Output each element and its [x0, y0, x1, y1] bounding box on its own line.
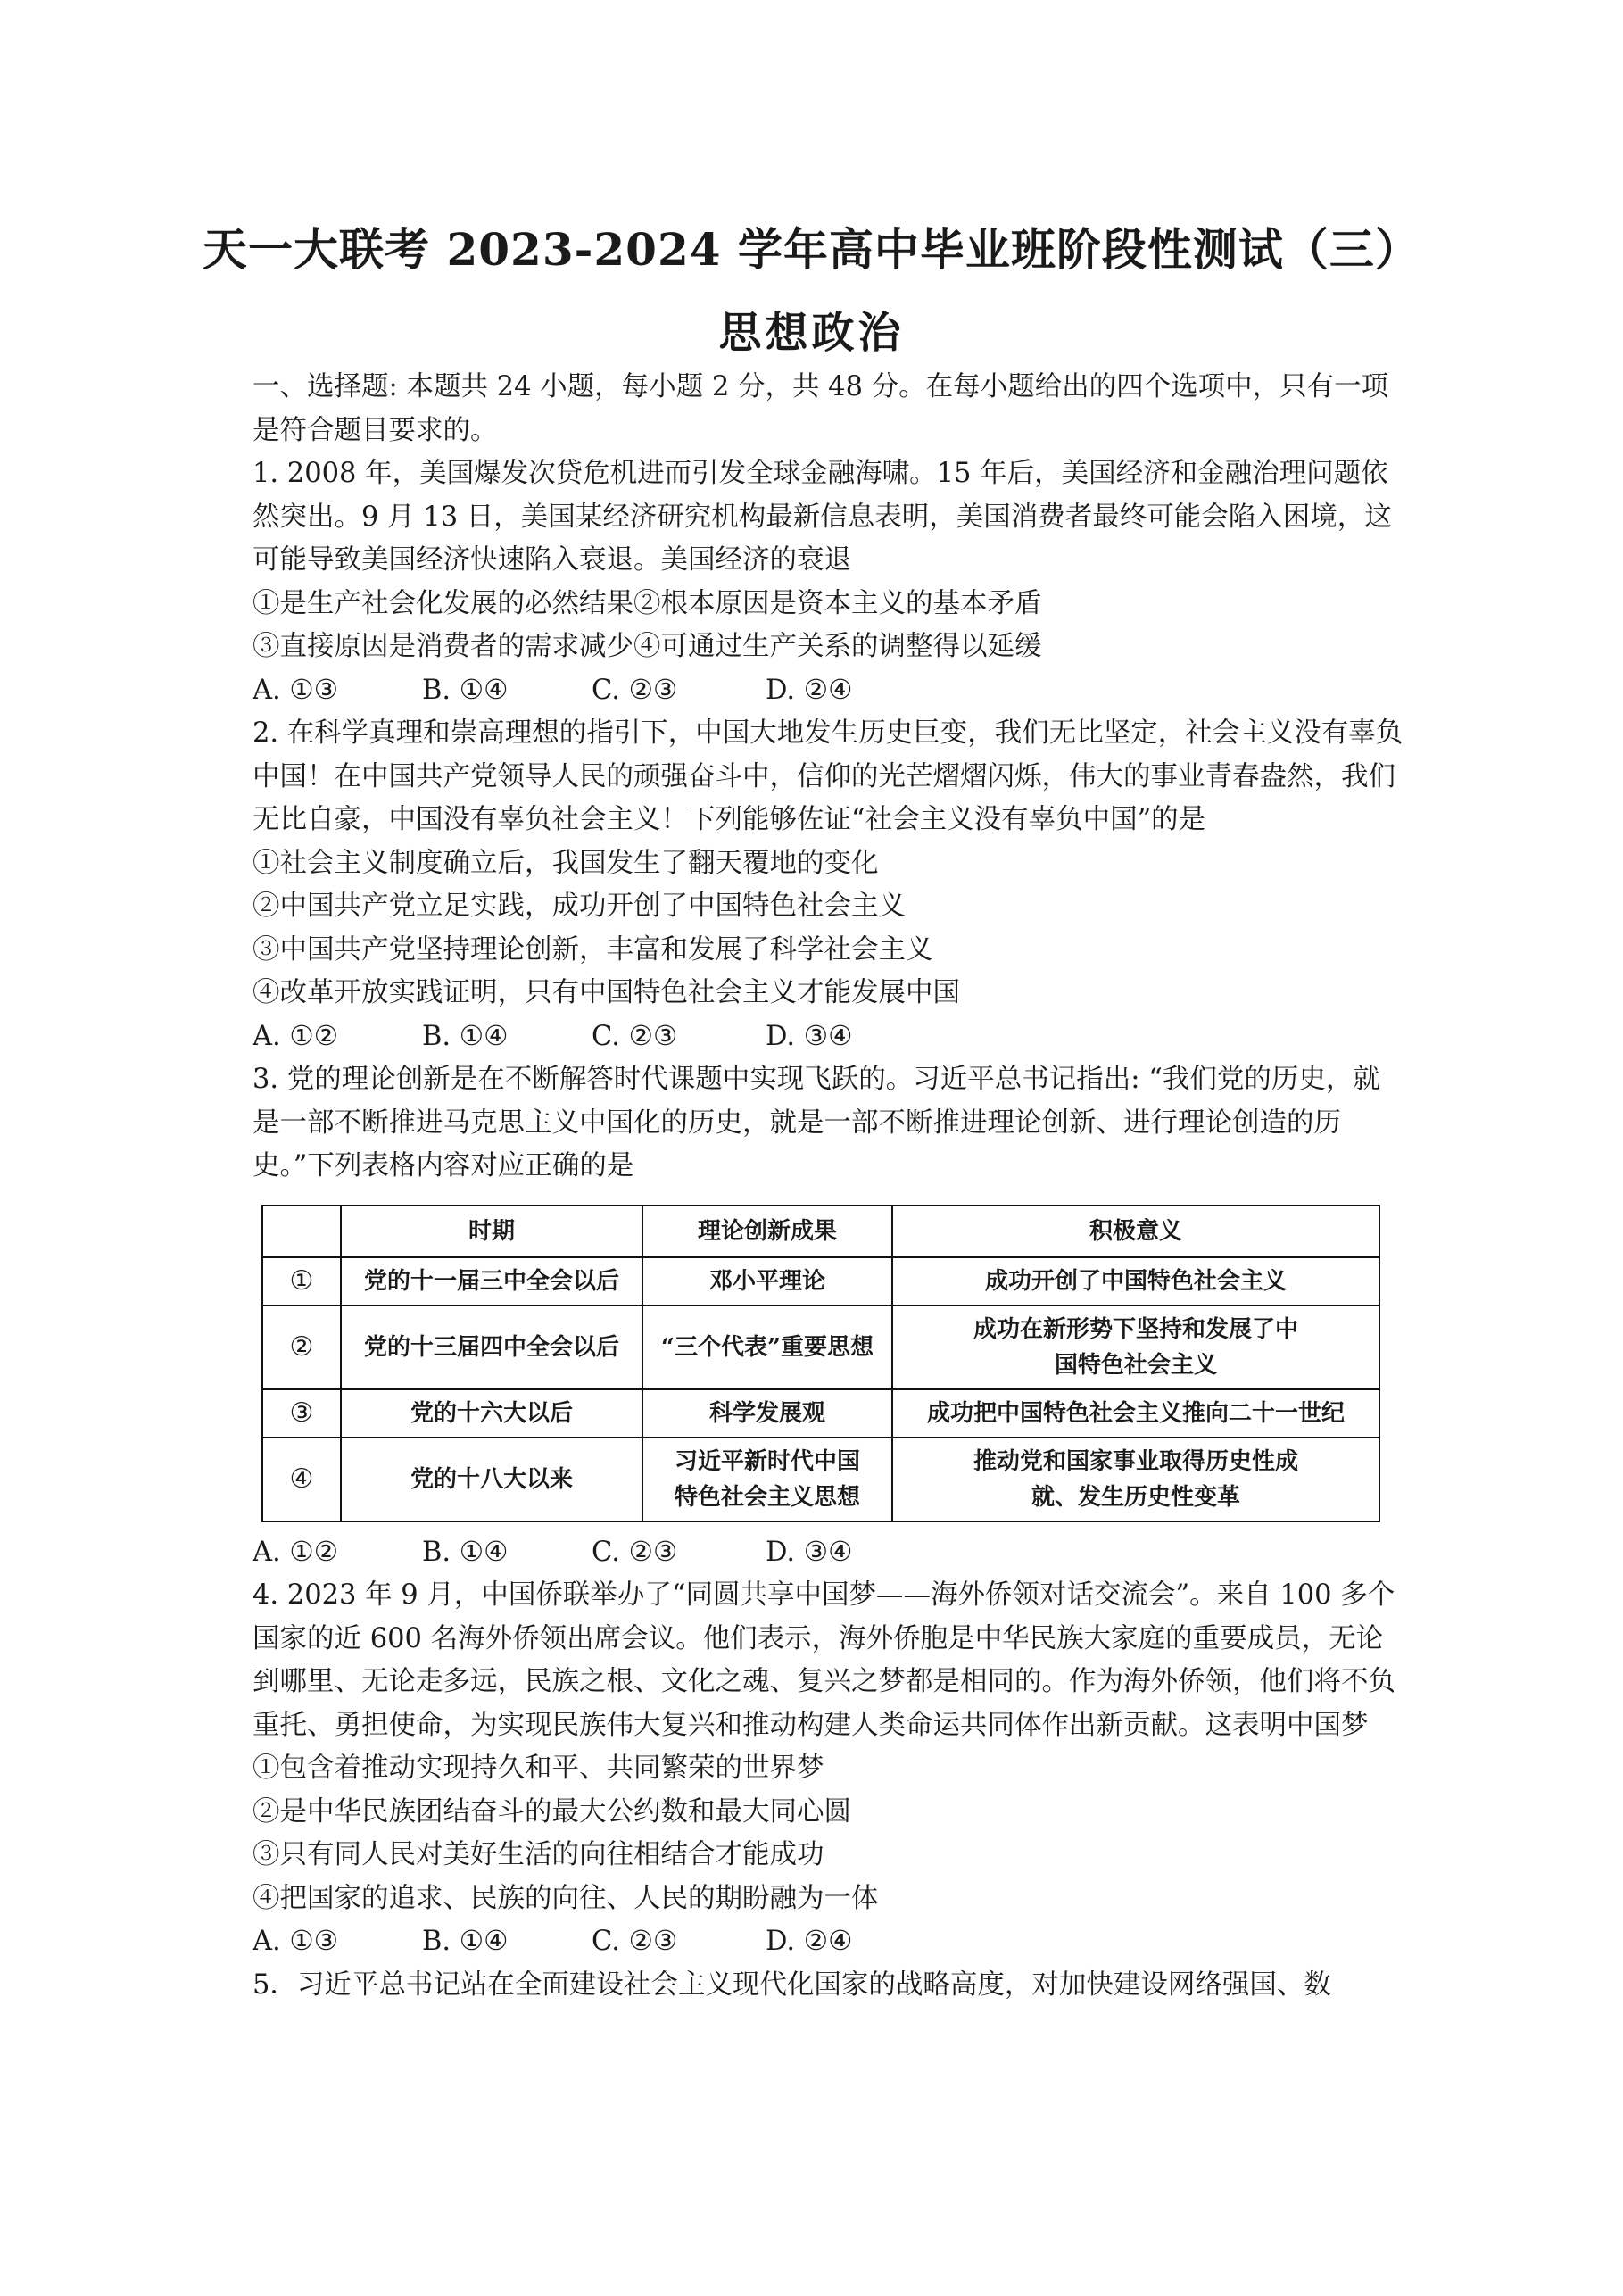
question-3-stem: 3. 党的理论创新是在不断解答时代课题中实现飞跃的。习近平总书记指出: “我们党的历史，就是一部不断推进马克思主义中国化的历史，就是一部不断推进理论创新、进行理论创造的历史。”下列表格内容对应正确的是 — [253, 1064, 1380, 1181]
table-header: 时期 — [341, 1206, 642, 1257]
table-cell: 成功把中国特色社会主义推向二十一世纪 — [892, 1389, 1379, 1438]
table-cell: 推动党和国家事业取得历史性成就、发生历史性变革 — [892, 1438, 1379, 1521]
table-cell: 成功开创了中国特色社会主义 — [892, 1257, 1379, 1305]
option-d[interactable]: D. ②④ — [766, 1926, 853, 1957]
question-4-options — [253, 1920, 1404, 1964]
question-2-item: ③中国共产党坚持理论创新，丰富和发展了科学社会主义 — [253, 933, 933, 966]
question-4-item: ②是中华民族团结奋斗的最大公约数和最大同心圆 — [253, 1795, 851, 1828]
table-cell: ② — [262, 1305, 341, 1389]
question-3-options — [253, 1531, 1404, 1575]
question-2-item: ④改革开放实践证明，只有中国特色社会主义才能发展中国 — [253, 977, 960, 1008]
table-cell: 党的十八大以来 — [341, 1438, 642, 1521]
option-b[interactable]: B. ①④ — [422, 1536, 509, 1568]
table-cell: 党的十一届三中全会以后 — [341, 1257, 642, 1305]
table-header-row — [262, 1206, 1379, 1257]
question-4-item: ③只有同人民对美好生活的向往相结合才能成功 — [253, 1839, 824, 1870]
option-d[interactable]: D. ②④ — [766, 674, 853, 706]
option-a[interactable]: A. ①③ — [253, 674, 339, 706]
option-a[interactable]: A. ①② — [253, 1020, 339, 1052]
question-1-options — [253, 669, 1404, 713]
option-b[interactable]: B. ①④ — [422, 1020, 509, 1052]
option-c[interactable]: C. ②③ — [592, 1536, 678, 1568]
question-4-stem: 4. 2023 年 9 月，中国侨联举办了“同圆共享中国梦——海外侨领对话交流会”。来自 100 多个国家的近 600 名海外侨领出席会议。他们表示，海外侨胞是中华民族大家庭的重要成员，无论到哪里、无论走多远，民族之根、文化之魂、复兴之梦都是相同的。作为海外侨领，他们将不负重托、勇担使命，为实现民族伟大复兴和推动构建人类命运共同体作出新贡献。这表明中国梦 — [253, 1579, 1395, 1741]
exam-title: 天一大联考 2023-2024 学年高中毕业班阶段性测试（三） — [203, 223, 1420, 276]
question-3-table — [261, 1205, 1380, 1522]
section-instructions: 一、选择题: 本题共 24 小题，每小题 2 分，共 48 分。在每小题给出的四个选项中，只有一项是符合题目要求的。 — [253, 371, 1389, 446]
option-c[interactable]: C. ②③ — [592, 1020, 678, 1052]
question-4-item: ①包含着推动实现持久和平、共同繁荣的世界梦 — [253, 1753, 824, 1784]
table-cell: “三个代表”重要思想 — [642, 1305, 892, 1389]
option-a[interactable]: A. ①③ — [253, 1926, 339, 1957]
question-2-options — [253, 1015, 1404, 1059]
table-cell: 科学发展观 — [642, 1389, 892, 1438]
option-a[interactable]: A. ①② — [253, 1536, 339, 1568]
table-header: 积极意义 — [892, 1206, 1379, 1257]
option-b[interactable]: B. ①④ — [422, 674, 509, 706]
option-d[interactable]: D. ③④ — [766, 1536, 853, 1568]
table-cell: ③ — [262, 1389, 341, 1438]
question-1-item: ①是生产社会化发展的必然结果②根本原因是资本主义的基本矛盾 — [253, 587, 1042, 619]
table-cell: ① — [262, 1257, 341, 1305]
table-row — [262, 1389, 1379, 1438]
table-header: 理论创新成果 — [642, 1206, 892, 1257]
question-2-stem: 2. 在科学真理和崇高理想的指引下，中国大地发生历史巨变，我们无比坚定，社会主义没有辜负中国！在中国共产党领导人民的顽强奋斗中，信仰的光芒熠熠闪烁，伟大的事业青春盎然，我们无比自豪，中国没有辜负社会主义！下列能够佐证“社会主义没有辜负中国”的是 — [253, 717, 1404, 835]
question-1-stem: 1. 2008 年，美国爆发次贷危机进而引发全球金融海啸。15 年后，美国经济和金融治理问题依然突出。9 月 13 日，美国某经济研究机构最新信息表明，美国消费者最终可能会陷入困境，这可能导致美国经济快速陷入衰退。美国经济的衰退 — [253, 458, 1392, 576]
table-row — [262, 1257, 1379, 1305]
question-4-item: ④把国家的追求、民族的向往、人民的期盼融为一体 — [253, 1882, 879, 1914]
table-cell: 党的十三届四中全会以后 — [341, 1305, 642, 1389]
option-c[interactable]: C. ②③ — [592, 1926, 678, 1957]
exam-content — [253, 366, 1404, 2007]
table-header — [262, 1206, 341, 1257]
option-d[interactable]: D. ③④ — [766, 1020, 853, 1052]
table-cell: ④ — [262, 1438, 341, 1521]
table-cell: 党的十六大以后 — [341, 1389, 642, 1438]
option-b[interactable]: B. ①④ — [422, 1926, 509, 1957]
table-cell: 邓小平理论 — [642, 1257, 892, 1305]
table-row — [262, 1305, 1379, 1389]
question-5-stem: 5．习近平总书记站在全面建设社会主义现代化国家的战略高度，对加快建设网络强国、数 — [253, 1969, 1331, 2001]
option-c[interactable]: C. ②③ — [592, 674, 678, 706]
table-row — [262, 1438, 1379, 1521]
question-2-item: ①社会主义制度确立后，我国发生了翻天覆地的变化 — [253, 847, 879, 879]
question-2-item: ②中国共产党立足实践，成功开创了中国特色社会主义 — [253, 891, 906, 922]
question-1-item: ③直接原因是消费者的需求减少④可通过生产关系的调整得以延缓 — [253, 631, 1042, 662]
table-cell: 成功在新形势下坚持和发展了中国特色社会主义 — [892, 1305, 1379, 1389]
subject-title: 思想政治 — [718, 308, 905, 358]
table-cell: 习近平新时代中国特色社会主义思想 — [642, 1438, 892, 1521]
